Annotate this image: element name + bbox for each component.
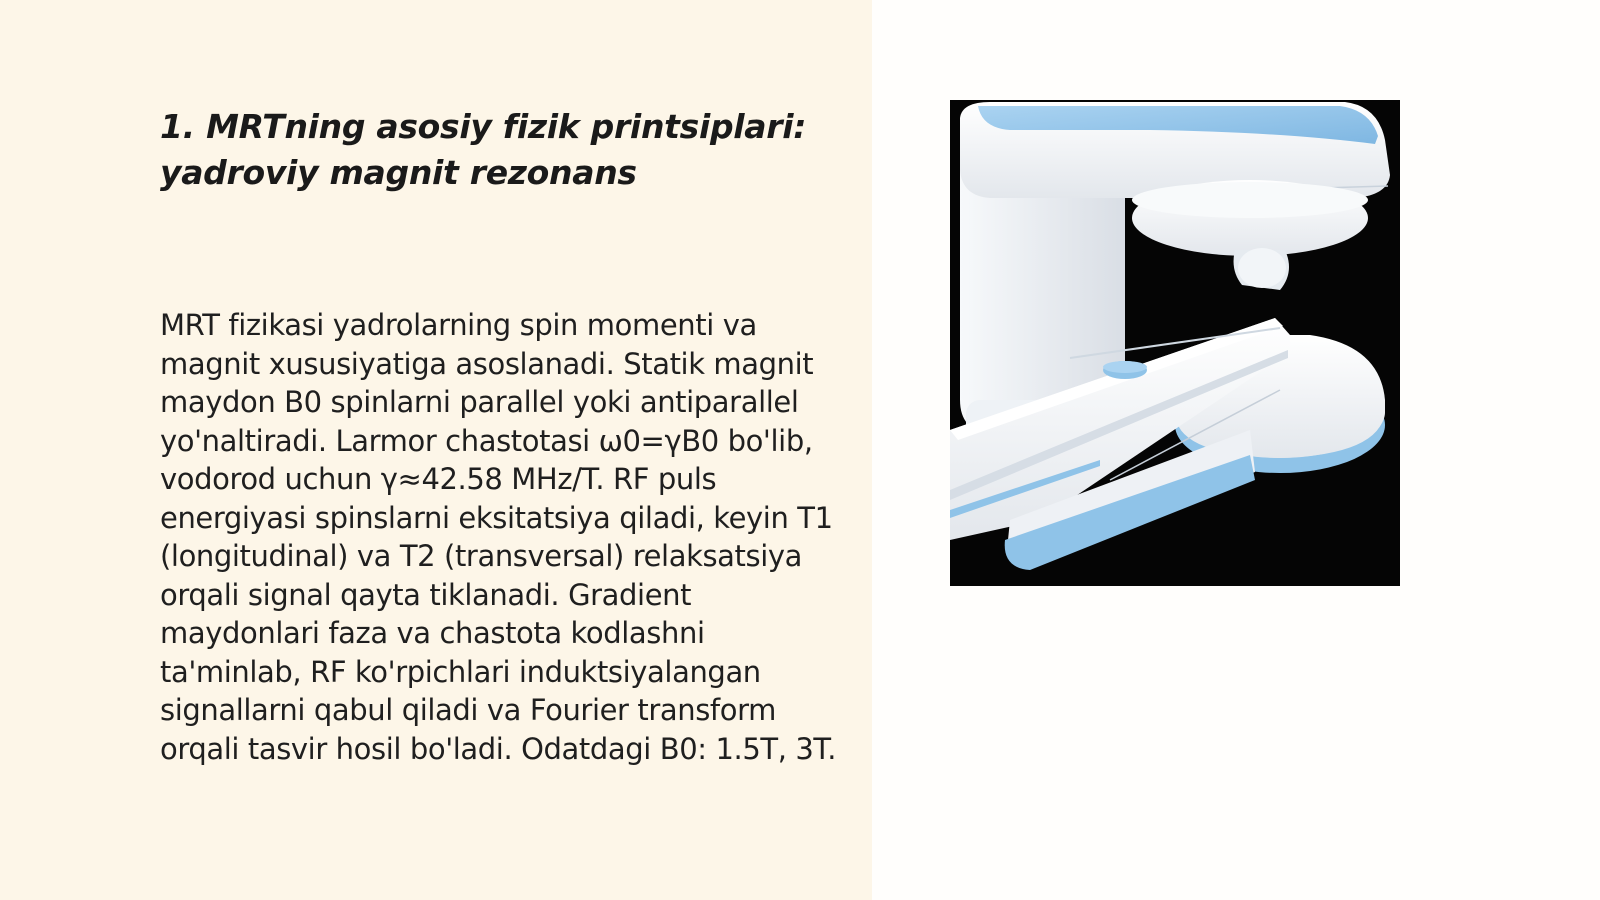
- slide-title: 1. MRTning asosiy fizik printsiplari: yadroviy magnit rezonans: [160, 107, 807, 192]
- slide-body-text: MRT fizikasi yadrolarning spin momenti va magnit xususiyatiga asoslanadi. Statik magnit maydon B0 spinlarni parallel yoki antiparallel yo'naltiradi. Larmor chastotasi ω0=γB0 bo'lib, vodorod uchun γ≈42.58 MHz/T. RF puls energiyasi spinslarni eksitatsiya qiladi, keyin T1 (longitudinal) va T2 (transversal) relaksatsiya orqali signal qayta tiklanadi. Gradient maydonlari faza va chastota kodlashni ta'minlab, RF ko'rpichlari induktsiyalangan signallarni qabul qiladi va Fourier transform orqali tasvir hosil bo'ladi. Odatdagi B0: 1.5T, 3T.: [160, 308, 837, 766]
- mri-scanner-image: [950, 100, 1400, 586]
- mri-scanner-illustration: [950, 100, 1400, 586]
